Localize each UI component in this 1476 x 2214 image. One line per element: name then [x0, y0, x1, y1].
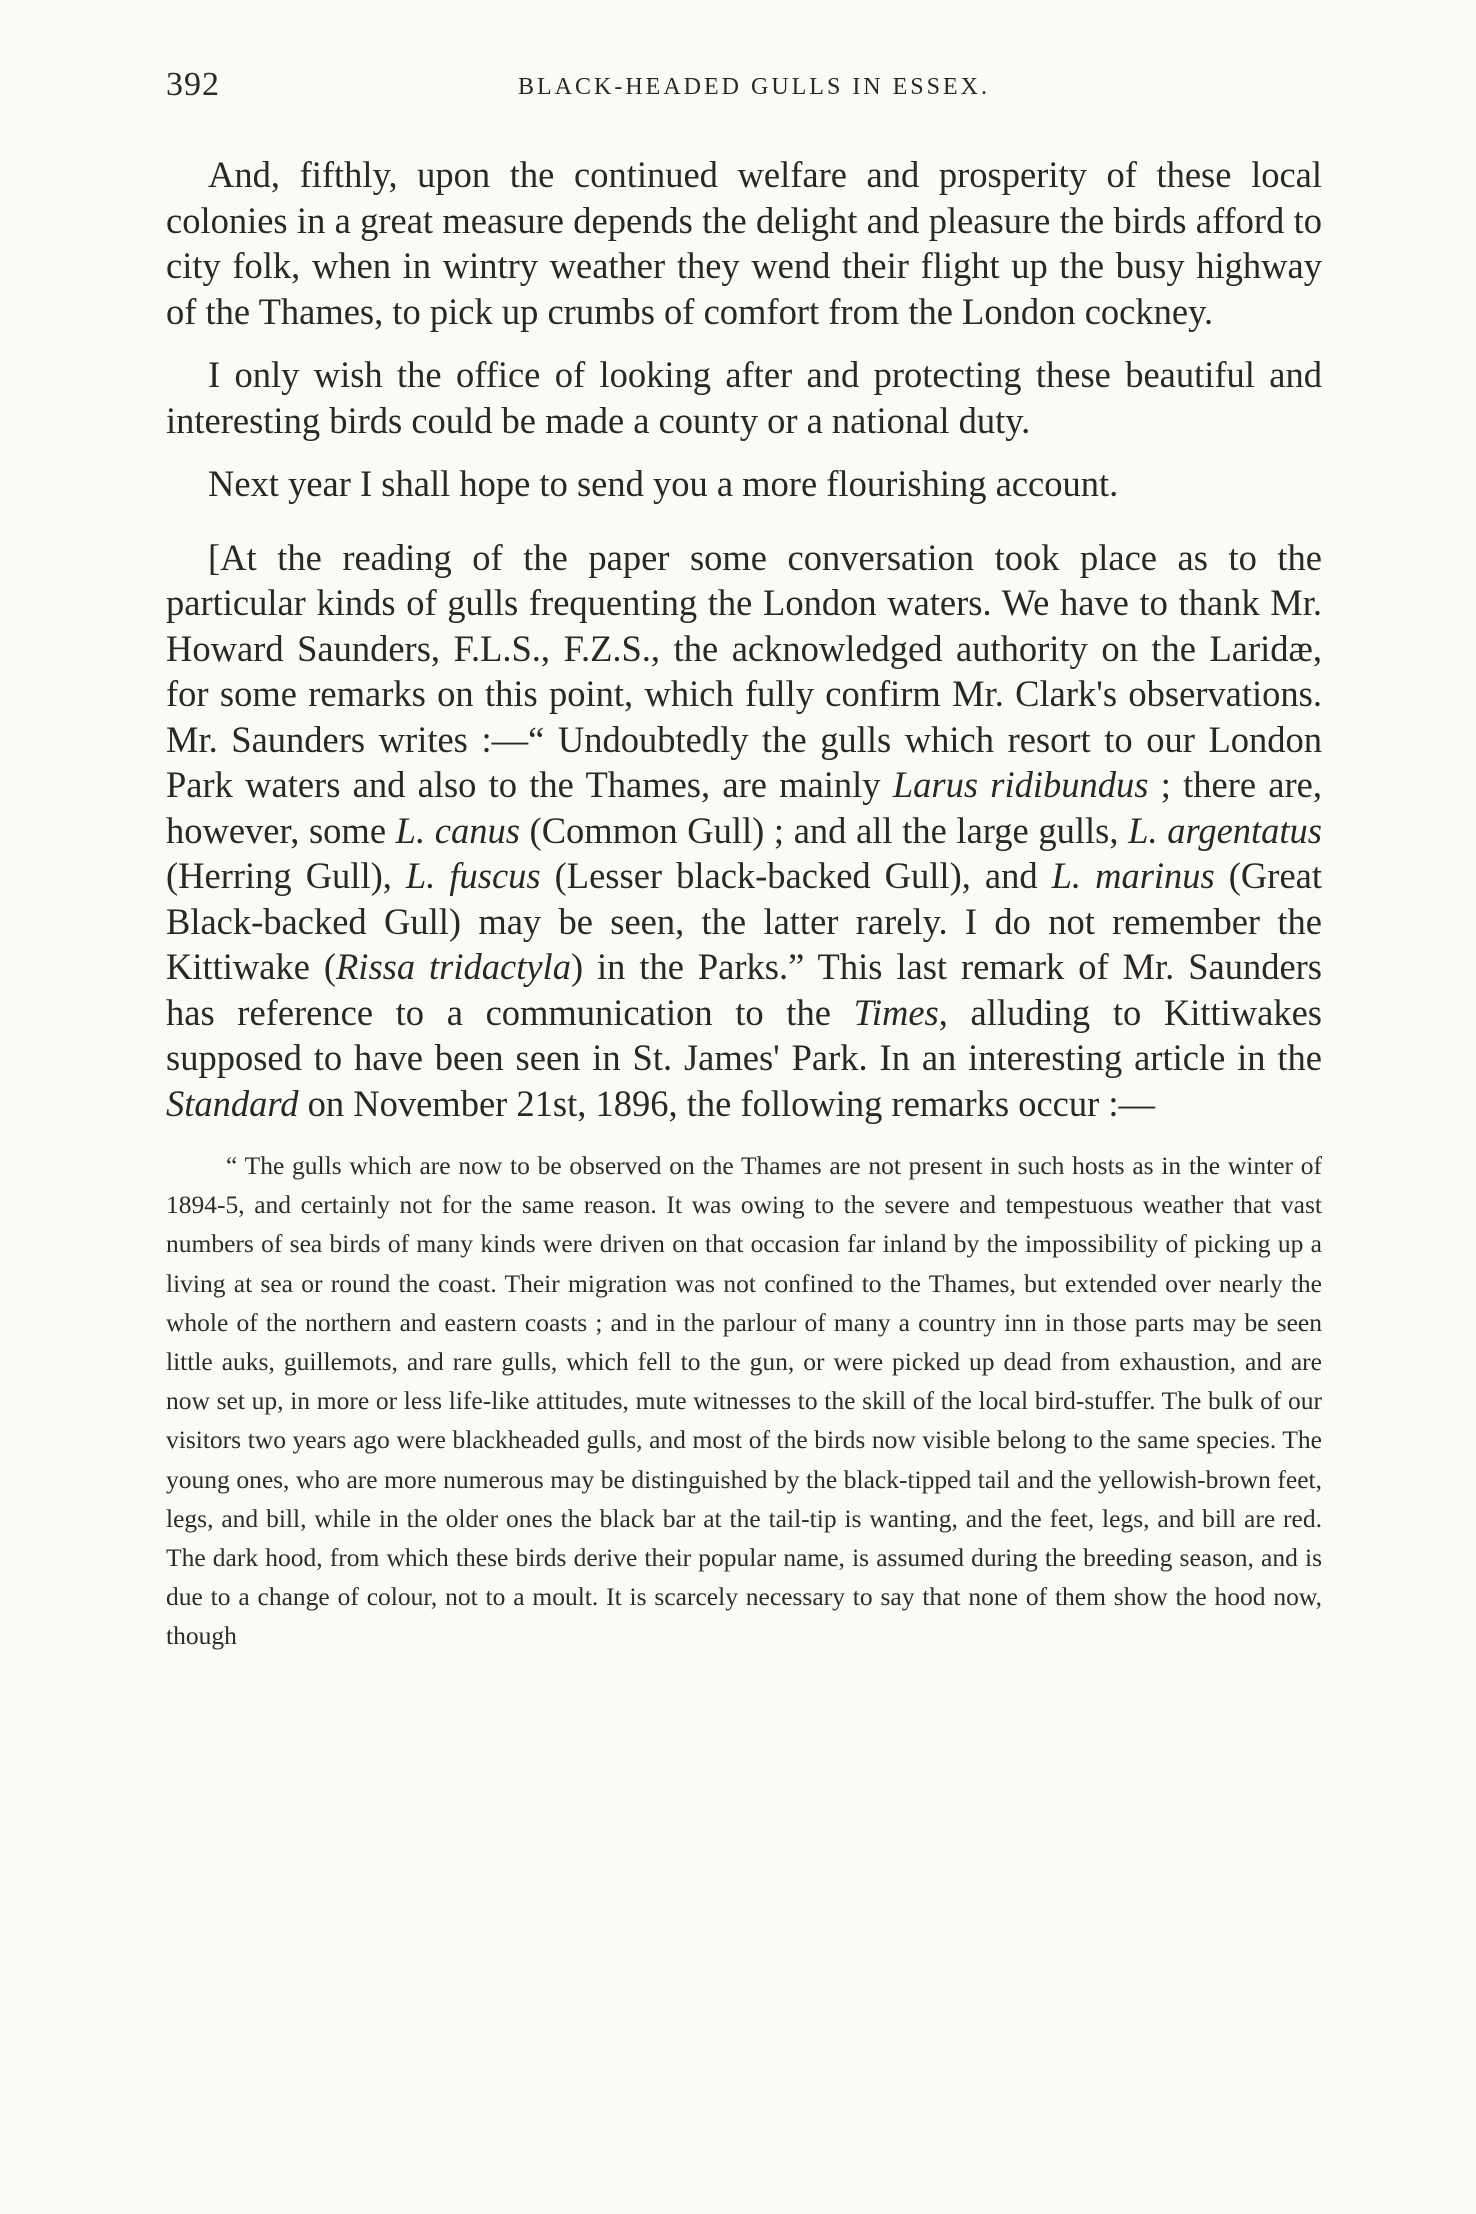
editorial-text: (Lesser black-backed Gull), and — [540, 855, 1052, 896]
editorial-text: (Herring Gull), — [166, 855, 406, 896]
editorial-note — [166, 535, 1322, 1127]
species-name: L. canus — [395, 809, 520, 851]
quoted-article — [166, 1146, 1322, 1656]
paragraph-fifthly: And, fifthly, upon the continued welfare and prosperity of these local colonies in a great measure depends the delight and pleasure the birds afford to city folk, when in wintry weather they wend their flight up the busy highway of the Thames, to pick up crumbs of comfort from the London cockney. — [166, 154, 1322, 332]
editorial-text: [At the reading of the paper some conversation took place as to the particular kinds of gulls frequenting the London waters. We have to thank Mr. Howard Saunders, F.L.S., F.Z.S., the acknowledged authority on the Laridæ, for some remarks on this point, which fully confirm Mr. Clark's observations. Mr. Saunders writes :—“ Undoubtedly the gulls which resort to our London Park waters and also to the Thames, are mainly — [166, 536, 1322, 805]
paragraph-national-duty: I only wish the office of looking after and protecting these beautiful and interesting birds could be made a county or a national duty. — [166, 354, 1322, 441]
editorial-text: ) in the Parks.” This last remark of Mr. Saunders has reference to a communication to the — [166, 946, 1322, 1033]
page-number: 392 — [166, 66, 220, 103]
quote-paragraph: “ The gulls which are now to be observed on the Thames are not present in such hosts as in the winter of 1894-5, and certainly not for the same reason. It was owing to the severe and tempestuous weather that vast numbers of sea birds of many kinds were driven on that occasion far inland by the impossibility of picking up a living at sea or round the coast. Their migration was not confined to the Thames, but extended over nearly the whole of the northern and eastern coasts ; and in the parlour of many a country inn in those parts may be seen little auks, guillemots, and rare gulls, which fell to the gun, or were picked up dead from exhaustion, and are now set up, in more or less life-like attitudes, mute witnesses to the skill of the local bird-stuffer. The bulk of our visitors two years ago were blackheaded gulls, and most of the birds now visible belong to the same species. The young ones, who are more numerous may be distinguished by the black-tipped tail and the yellowish-brown feet, legs, and bill, while in the older ones the black bar at the tail-tip is wanting, and the feet, legs, and bill are red. The dark hood, from which these birds derive their popular name, is assumed during the breeding season, and is due to a change of colour, not to a moult. It is scarcely necessary to say that none of them show the hood now, though — [166, 1151, 1322, 1651]
species-name: L. argentatus — [1128, 809, 1322, 851]
species-name: L. marinus — [1051, 855, 1215, 896]
species-name: Rissa tridactyla — [336, 946, 571, 987]
editorial-text: ; there are, however, some — [166, 764, 1322, 851]
book-page — [166, 62, 1322, 1656]
page-header — [166, 62, 1322, 112]
editorial-text: (Common Gull) ; and all the large gulls, — [519, 809, 1129, 851]
editorial-text: , alluding to Kittiwakes supposed to have been seen in St. James' Park. In an interesting article in the — [166, 991, 1322, 1078]
editorial-text: on November 21st, 1896, the following remarks occur :— — [298, 1082, 1156, 1124]
paragraph-next-year: Next year I shall hope to send you a more flourishing account. — [208, 463, 1119, 504]
species-name: L. fuscus — [405, 855, 541, 896]
running-head: BLACK-HEADED GULLS IN ESSEX. — [518, 74, 990, 100]
newspaper-name: Times — [853, 991, 939, 1033]
newspaper-name: Standard — [166, 1082, 299, 1124]
editorial-text: (Great Black-backed Gull) may be seen, the latter rarely. I do not remember the Kittiwake ( — [166, 855, 1322, 987]
species-name: Larus ridibundus — [892, 764, 1149, 805]
body-text — [166, 152, 1322, 1126]
